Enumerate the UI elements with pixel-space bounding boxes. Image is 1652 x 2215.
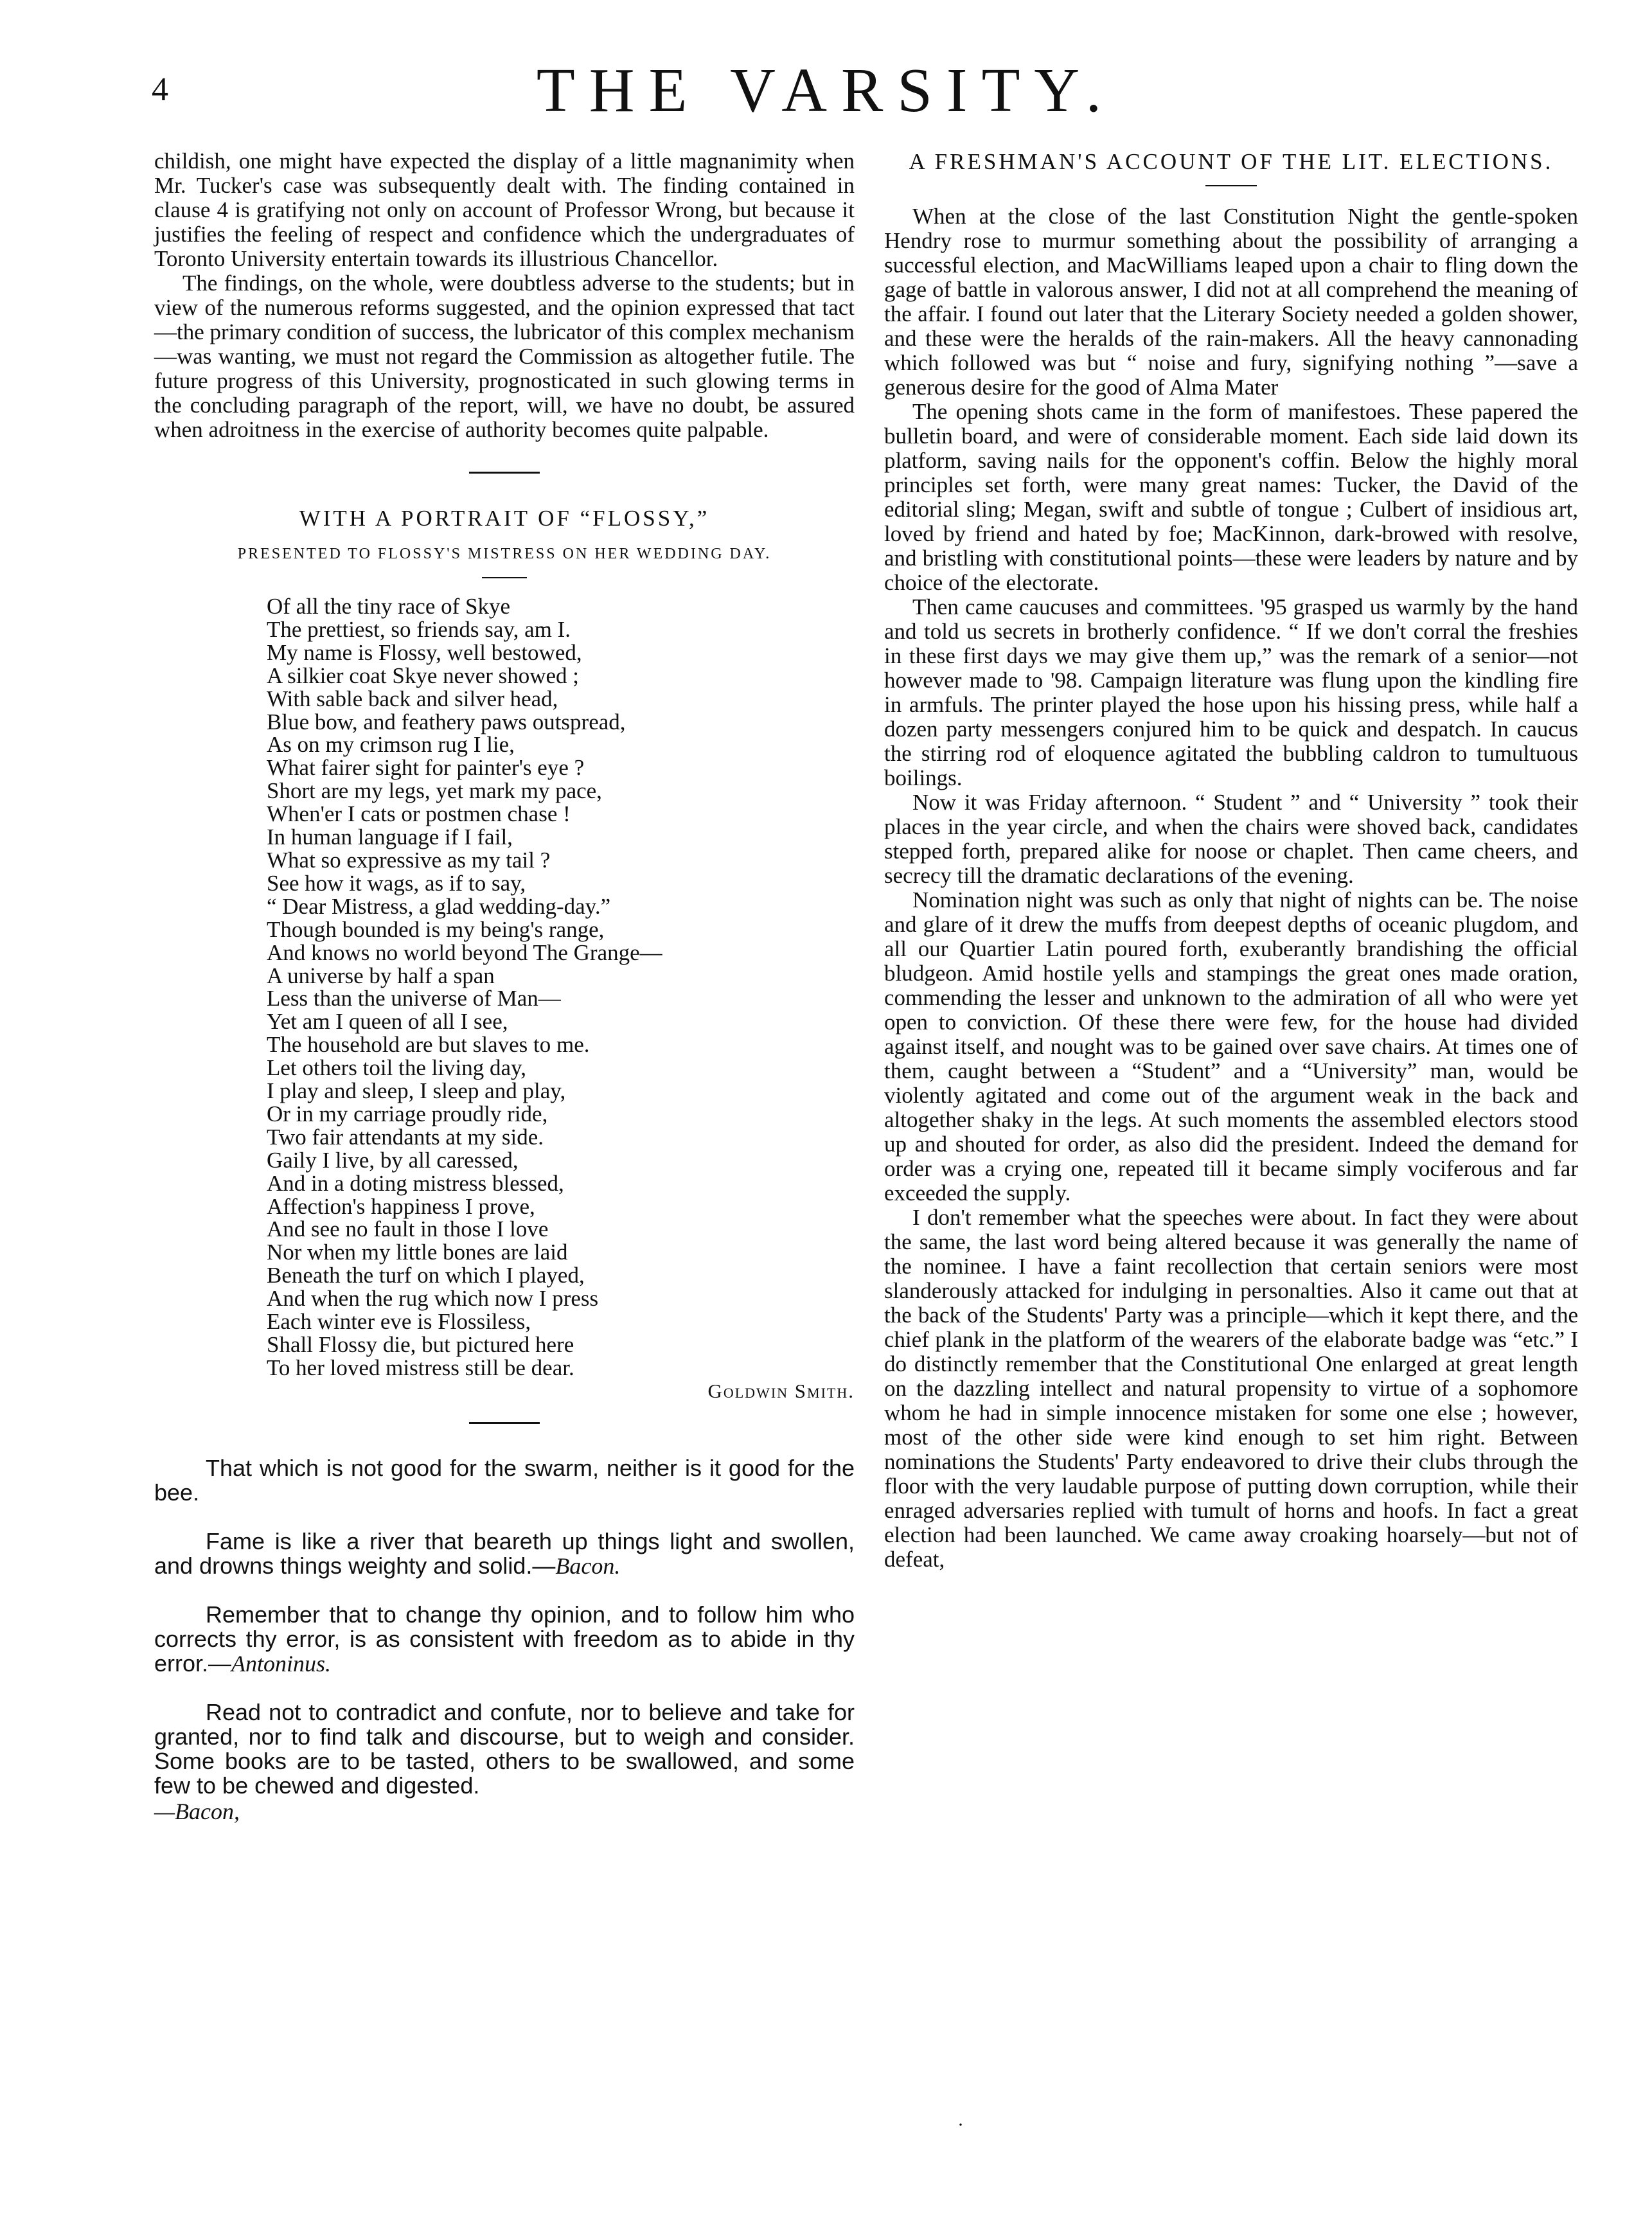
article-paragraph: The opening shots came in the form of manifestoes. These papered the bulletin board, and were of considerable moment. Each side laid down its platform, saving nails for the opponent's coffin. Below the highly moral principles set forth, were many great names: Tucker, the David of the editorial sling; Megan, swift and subtle of tongue ; Culbert of insidious art, loved by friend and hated by foe; MacKinnon, dark-browed with resolve, and bristling with constitutional points—these were leaders by nature and by choice of the electorate. [884,399,1578,595]
poem-line: Nor when my little bones are laid [267,1240,568,1265]
poem-line: Less than the universe of Man— [267,986,561,1011]
poem-line: Or in my carriage proudly ride, [267,1101,548,1126]
poem-line: And see no fault in those I love [267,1216,549,1242]
poem-line: What fairer sight for painter's eye ? [267,755,585,781]
article-paragraph: Nomination night was such as only that night of nights can be. The noise and glare of it drew the muffs from deepest depths of oceanic plugdom, and all our Quartier Latin poured forth, exuberantly brandishing the official bludgeon. Amid hostile yells and stampings the great ones made oration, commending the lesser and unknown to the admiration of all who were yet open to conviction. Of these there were few, for the house had divided against itself, and nought was to be gained over save chairs. At times one of them, caught between a “Student” and a “University” man, would be violently agitated and come out of the argument weak in the back and altogether shaky in the legs. At such moments the assembled electors stood up and shouted for order, as also did the president. Indeed the demand for order was a crying one, repeated till it became simply vociferous and far exceeded the supply. [884,887,1578,1205]
page-mark: · [957,2114,964,2135]
article-title: A FRESHMAN'S ACCOUNT OF THE LIT. ELECTIONS. [909,149,1554,174]
quote-text: Read not to contradict and confute, nor to believe and take for granted, nor to find talk and discourse, but to weigh and consider. Some books are to be tasted, others to be swallowed, and some few to be chewed and digested. [154,1698,855,1799]
poem-line: Two fair attendants at my side. [267,1124,544,1150]
poem-line: Yet am I queen of all I see, [267,1009,508,1035]
poem-line: A universe by half a span [267,963,495,988]
quote-attribution: Bacon. [555,1552,621,1579]
right-column [884,149,1578,1572]
article-paragraph: The findings, on the whole, were doubtless adverse to the students; but in view of the numerous reforms suggested, and the opinion expressed that tact—the primary condition of success, the lubricator of this complex mechanism—was wanting, we must not regard the Commission as altogether futile. The future progress of this University, prognosticated in such glowing terms in the concluding paragraph of the report, will, we have no doubt, be assured when adroitness in the exercise of authority becomes quite palpable. [154,271,855,442]
quote [154,1603,855,1676]
poem-line: With sable back and silver head, [267,686,558,711]
poem-line: The household are but slaves to me. [267,1032,590,1058]
poem-line: To her loved mistress still be dear. [267,1355,574,1380]
left-column [154,149,855,1825]
poem-line: And in a doting mistress blessed, [267,1170,564,1196]
poem-title: WITH A PORTRAIT OF “FLOSSY,” [299,506,710,531]
poem-line: Short are my legs, yet mark my pace, [267,778,602,804]
quote-text: Fame is like a river that beareth up things light and swollen, and drowns things weighty and solid.— [154,1527,855,1579]
poem-line: See how it wags, as if to say, [267,870,526,896]
poem-line: When'er I cats or postmen chase ! [267,801,571,827]
poem-line: “ Dear Mistress, a glad wedding-day.” [267,893,611,919]
article-paragraph: When at the close of the last Constitution Night the gentle-spoken Hendry rose to murmur something about the possibility of arranging a successful election, and MacWilliams leaped upon a chair to fling down the gage of battle in valorous answer, I did not at all comprehend the meaning of the affair. I found out later that the Literary Society needed a golden shower, and these were the heralds of the rain-makers. All the heavy cannonading which followed was but “ noise and fury, signifying nothing ”—save a generous desire for the good of Alma Mater [884,204,1578,400]
poem-line: Gaily I live, by all caressed, [267,1147,519,1173]
poem-line: And when the rug which now I press [267,1286,599,1312]
poem-author: Goldwin Smith. [707,1379,855,1402]
poem-line: Blue bow, and feathery paws outspread, [267,709,626,734]
quote-attribution: Antoninus. [231,1650,332,1677]
poem-line: Beneath the turf on which I played, [267,1263,585,1288]
quote-attribution: —Bacon, [154,1798,240,1824]
article-paragraph: Now it was Friday afternoon. “ Student ” and “ University ” took their places in the year circle, and when the chairs were shoved back, candidates stepped forth, prepared alike for noose or chaplet. Then came cheers, and secrecy till the dramatic declarations of the evening. [884,790,1578,888]
poem-line: Though bounded is my being's range, [267,916,605,942]
poem-line: As on my crimson rug I lie, [267,732,515,758]
article-paragraph: Then came caucuses and committees. '95 grasped us warmly by the hand and told us secrets in brotherly confidence. “ If we don't corral the freshies in these first days we may give them up,” was the remark of a senior—not however made to '98. Campaign literature was flung upon the kindling fire in armfuls. The printer played the hose upon his hissing press, while half a dozen party messengers conjured him to be quick and despatch. In caucus the stirring rod of eloquence agitated the bubbling caldron to tumultuous boilings. [884,594,1578,790]
quote-text: Remember that to change thy opinion, and to follow him who corrects thy error, is as consistent with freedom as to abide in thy error.— [154,1601,855,1677]
poem-line: My name is Flossy, well bestowed, [267,639,582,665]
poem-line: Shall Flossy die, but pictured here [267,1332,574,1357]
poem-line: Of all the tiny race of Skye [267,594,511,619]
poem-line: In human language if I fail, [267,824,513,850]
poem-line: Let others toil the living day, [267,1055,527,1081]
poem-line: I play and sleep, I sleep and play, [267,1078,566,1104]
masthead: THE VARSITY. [536,56,1116,125]
page-number: 4 [152,71,168,108]
quote [154,1700,855,1798]
poem-subtitle: PRESENTED TO FLOSSY'S MISTRESS ON HER WEDDING DAY. [237,546,772,562]
quote [154,1529,855,1578]
poem-line: Affection's happiness I prove, [267,1193,535,1219]
poem-line: A silkier coat Skye never showed ; [267,663,580,688]
article-paragraph: childish, one might have expected the display of a little magnanimity when Mr. Tucker's case was subsequently dealt with. The finding contained in clause 4 is gratifying not only on account of Professor Wrong, but because it justifies the feeling of respect and confidence which the undergraduates of Toronto University entertain towards its illustrious Chancellor. [154,148,855,271]
poem-line: The prettiest, so friends say, am I. [267,616,571,642]
poem-body [267,595,855,1380]
poem-line: And knows no world beyond The Grange— [267,939,662,965]
poem-line: Each winter eve is Flossiless, [267,1309,531,1335]
quote-text: That which is not good for the swarm, neither is it good for the bee. [154,1454,855,1506]
quote [154,1456,855,1505]
article-paragraph: I don't remember what the speeches were about. In fact they were about the same, the last word being altered because it was generally the name of the nominee. I have a faint recollection that certain seniors were most slanderously attacked for indulging in personalties. Also it came out that at the back of the Students' Party was a principle—which it kept there, and the chief plank in the platform of the wearers of the elaborate badge was “etc.” I do distinctly remember that the Constitutional One enlarged at great length on the dazzling intellect and natural propensity to virtue of a sophomore whom he had in simple innocence mistaken for some one else ; however, most of the other side were kind enough to set him right. Between nominations the Students' Party endeavored to drive their clubs through the floor with the very laudable purpose of putting down corruption, while their enraged adversaries replied with tumult of horns and hoofs. In fact a great election had been launched. We came away croaking hoarsely—but not of defeat, [884,1205,1578,1572]
poem-line: What so expressive as my tail ? [267,847,551,873]
